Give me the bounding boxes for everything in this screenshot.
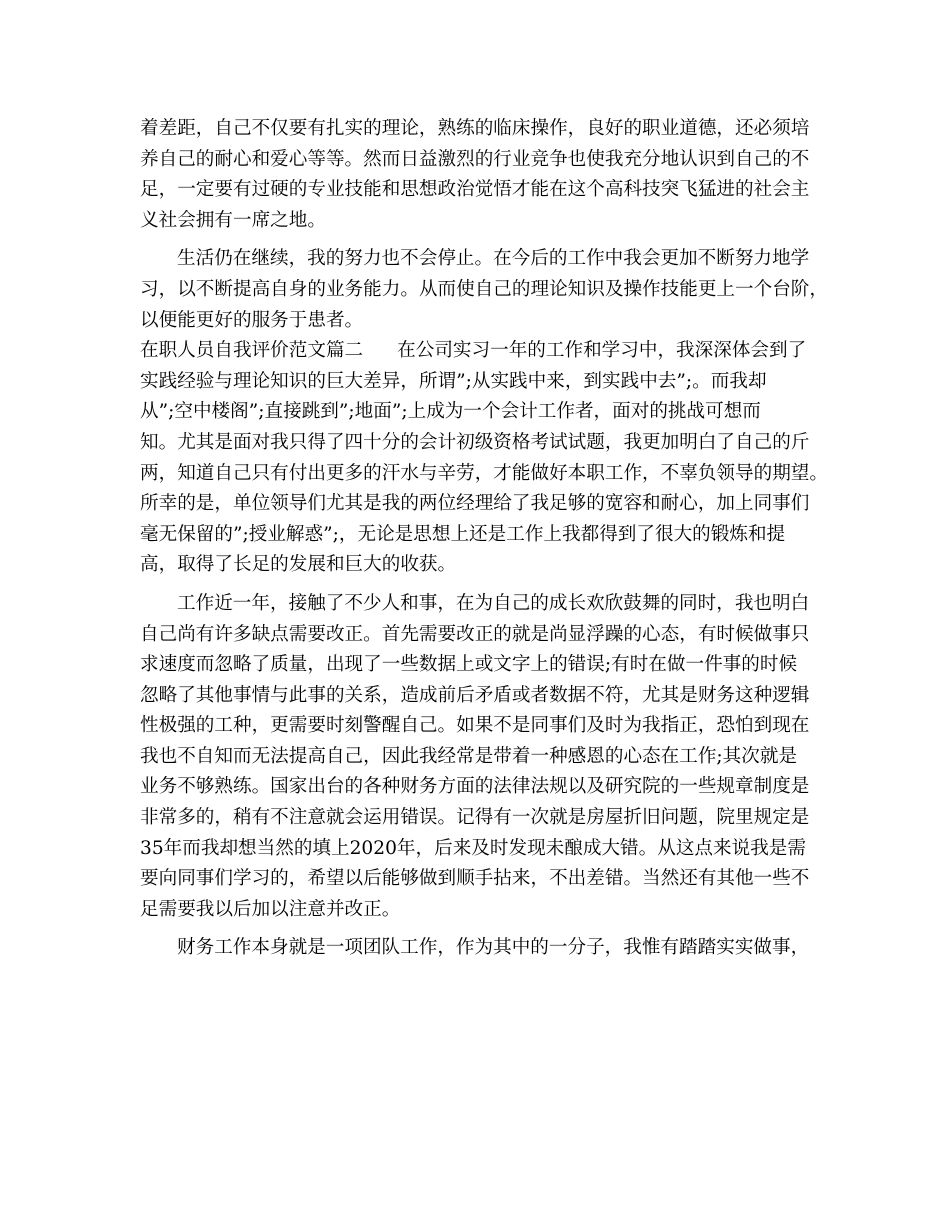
text-line: 财务工作本身就是一项团队工作，作为其中的一分子，我惟有踏踏实实做事， [177,937,810,959]
paragraph-1 [140,114,820,236]
text-line: 义社会拥有一席之地。 [140,209,326,231]
text-line: 35年而我却想当然的填上2020年，后来及时发现未酿成大错。从这点来说我是需 [140,837,806,859]
text-line: 自己尚有许多缺点需要改正。首先需要改正的就是尚显浮躁的心态，有时候做事只 [140,623,810,645]
text-line: 求速度而忽略了质量，出现了一些数据上或文字上的错误;有时在做一件事的时候 [140,654,798,676]
text-line: 业务不够熟练。国家出台的各种财务方面的法律法规以及研究院的一些规章制度是 [140,776,810,798]
text-line: 非常多的，稍有不注意就会运用错误。记得有一次就是房屋折旧问题，院里规定是 [140,807,810,829]
text-line: 两，知道自己只有付出更多的汗水与辛劳，才能做好本职工作，不辜负领导的期望。 [140,462,828,484]
text-line: 毫无保留的”;授业解惑”;，无论是思想上还是工作上我都得到了很大的锻炼和提 [140,523,786,545]
text-line: 所幸的是，单位领导们尤其是我的两位经理给了我足够的宽容和耐心，加上同事们 [140,493,810,515]
heading-line [140,336,820,367]
text-fragment: 在公司实习一年的工作和学习中，我深深体会到了 [397,340,807,362]
text-line: 从”;空中楼阁”;直接跳到”;地面”;上成为一个会计工作者，面对的挑战可想而 [140,401,761,423]
paragraph-2 [140,244,828,336]
text-line: 足，一定要有过硬的专业技能和思想政治觉悟才能在这个高科技突飞猛进的社会主 [140,179,810,201]
text-line: 足需要我以后加以注意并改正。 [140,898,401,920]
text-line: 习，以不断提高自身的业务能力。从而使自己的理论知识及操作技能更上一个台阶， [140,278,828,300]
text-line: 生活仍在继续，我的努力也不会停止。在今后的工作中我会更加不断努力地学 [177,248,810,270]
section-heading: 在职人员自我评价范文篇二 [140,340,364,362]
text-line: 养自己的耐心和爱心等等。然而日益激烈的行业竞争也使我充分地认识到自己的不 [140,148,810,170]
text-line: 着差距，自己不仅要有扎实的理论，熟练的临床操作，良好的职业道德，还必须培 [140,118,810,139]
text-line: 工作近一年，接触了不少人和事，在为自己的成长欢欣鼓舞的同时，我也明白 [177,592,810,614]
text-line: 以便能更好的服务于患者。 [140,309,364,331]
text-line: 知。尤其是面对我只得了四十分的会计初级资格考试试题，我更加明白了自己的斤 [140,431,810,453]
document-page [140,114,828,964]
text-line: 我也不自知而无法提高自己，因此我经常是带着一种感恩的心态在工作;其次就是 [140,745,798,767]
paragraph-5 [140,933,820,964]
paragraph-3 [140,336,828,581]
text-line: 要向同事们学习的，希望以后能够做到顺手拈来，不出差错。当然还有其他一些不 [140,868,810,890]
paragraph-4 [140,589,820,926]
text-line: 实践经验与理论知识的巨大差异，所谓”;从实践中来，到实践中去”;。而我却 [140,370,767,392]
text-line: 高，取得了长足的发展和巨大的收获。 [140,554,457,576]
text-line: 忽略了其他事情与此事的关系，造成前后矛盾或者数据不符，尤其是财务这种逻辑 [140,684,810,706]
text-line: 性极强的工种，更需要时刻警醒自己。如果不是同事们及时为我指正，恐怕到现在 [140,715,810,737]
